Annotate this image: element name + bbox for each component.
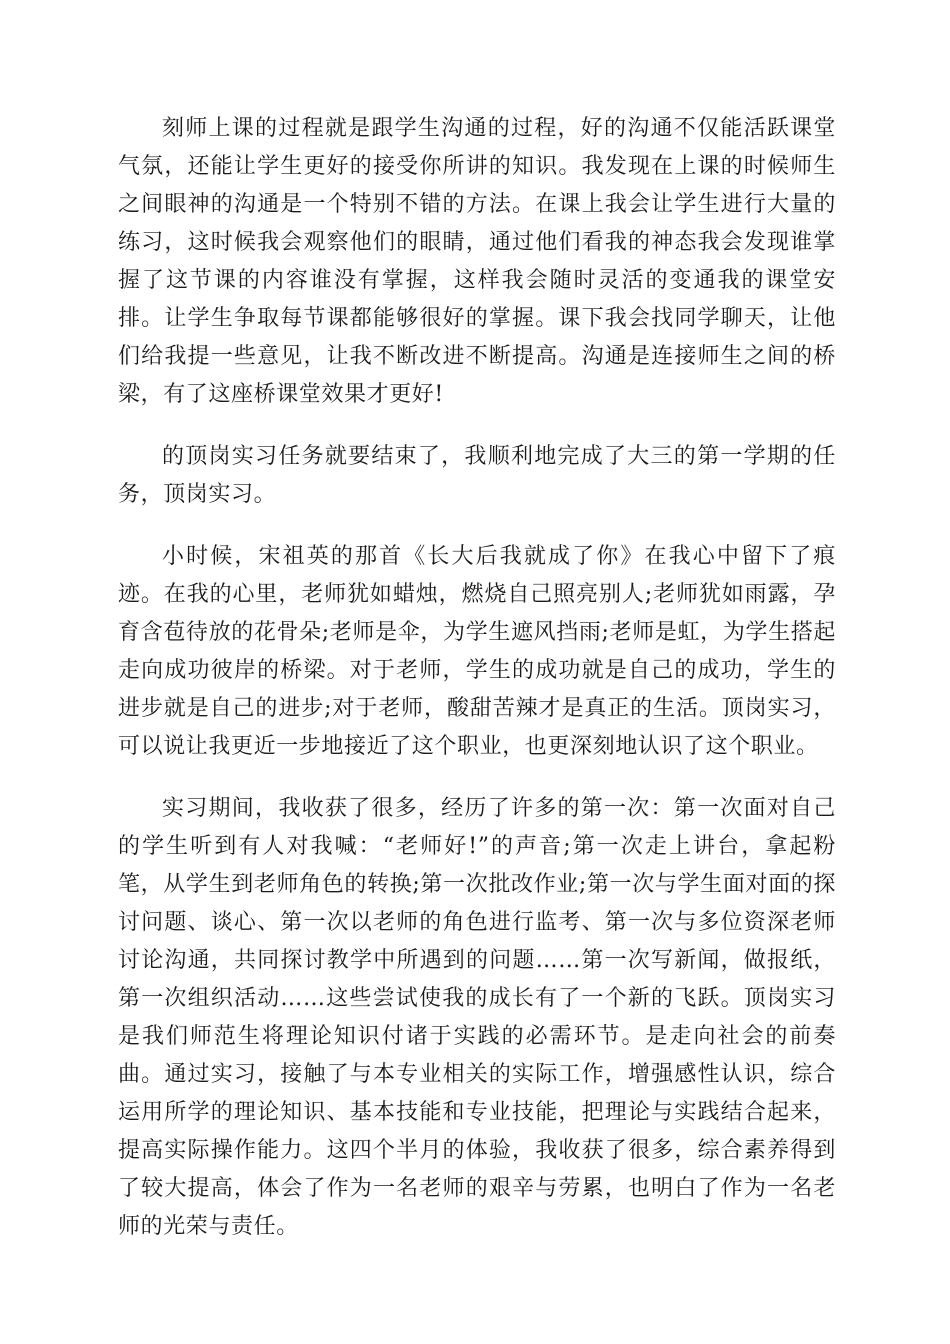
paragraph-childhood-song: 小时候，宋祖英的那首《长大后我就成了你》在我心中留下了痕迹。在我的心里，老师犹如蜡烛，燃烧自己照亮别人;老师犹如雨露，孕育含苞待放的花骨朵;老师是伞，为学生遮风挡雨;老师是虹，为学生搭起走向成功彼岸的桥梁。对于老师，学生的成功就是自己的成功，学生的进步就是自己的进步;对于老师，酸甜苦辣才是真正的生活。顶岗实习，可以说让我更近一步地接近了这个职业，也更深刻地认识了这个职业。 — [118, 544, 836, 759]
paragraph-communication: 刻师上课的过程就是跟学生沟通的过程，好的沟通不仅能活跃课堂气氛，还能让学生更好的接受你所讲的知识。我发现在上课的时候师生之间眼神的沟通是一个特别不错的方法。在课上我会让学生进行大量的练习，这时候我会观察他们的眼睛，通过他们看我的神态我会发现谁掌握了这节课的内容谁没有掌握，这样我会随时灵活的变通我的课堂安排。让学生争取每节课都能够很好的掌握。课下我会找同学聊天，让他们给我提一些意见，让我不断改进不断提高。沟通是连接师生之间的桥梁，有了这座桥课堂效果才更好! — [118, 116, 836, 407]
document-body — [118, 110, 836, 1270]
paragraph-internship-ending: 的顶岗实习任务就要结束了，我顺利地完成了大三的第一学期的任务，顶岗实习。 — [118, 444, 836, 507]
paragraph-internship-firsts: 实习期间，我收获了很多，经历了许多的第一次：第一次面对自己的学生听到有人对我喊：“老师好!”的声音;第一次走上讲台，拿起粉笔，从学生到老师角色的转换;第一次批改作业;第一次与学生面对面的探讨问题、谈心、第一次以老师的角色进行监考、第一次与多位资深老师讨论沟通，共同探讨教学中所遇到的问题……第一次写新闻，做报纸，第一次组织活动……这些尝试使我的成长有了一个新的飞跃。顶岗实习是我们师范生将理论知识付诸于实践的必需环节。是走向社会的前奏曲。通过实习，接触了与本专业相关的实际工作，增强感性认识，综合运用所学的理论知识、基本技能和专业技能，把理论与实践结合起来，提高实际操作能力。这四个半月的体验，我收获了很多，综合素养得到了较大提高，体会了作为一名老师的艰辛与劳累，也明白了作为一名老师的光荣与责任。 — [118, 796, 836, 1239]
